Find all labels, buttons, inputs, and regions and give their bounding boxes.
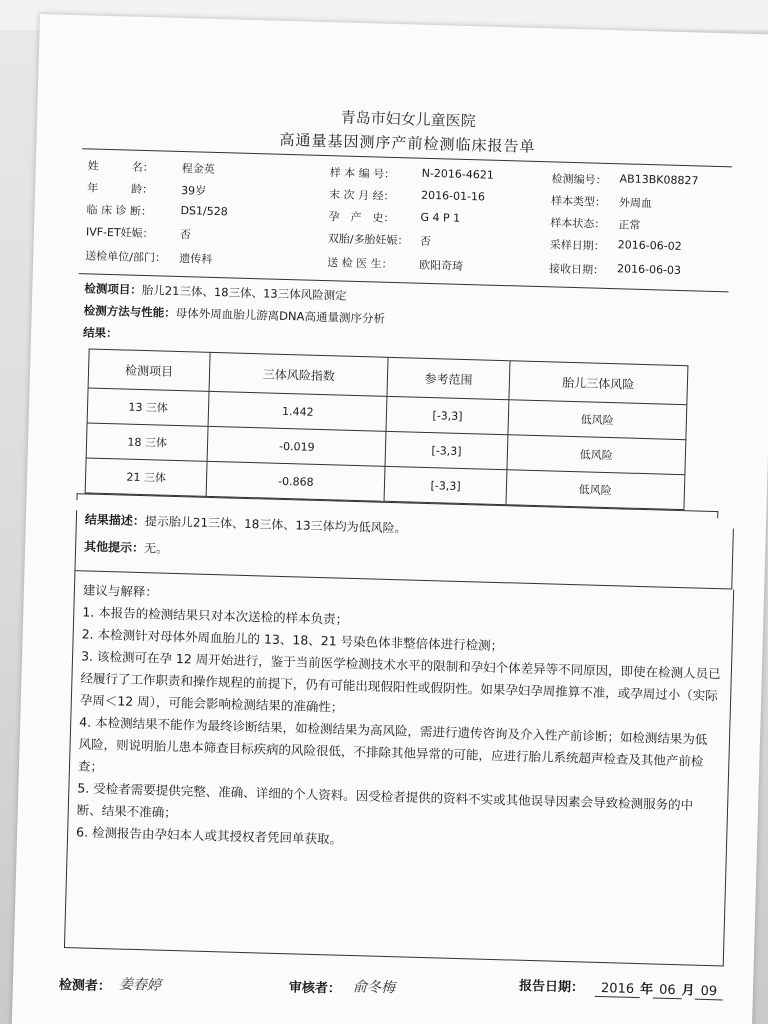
row-risk: 低风险 [506, 470, 685, 510]
row-item: 21 三体 [85, 458, 207, 496]
advice-item: 3. 该检测可在孕 12 周开始进行，鉴于当前医学检测技术水平的限制和孕妇个体差异等不同原因，即使在检测人员已经履行了工作职责和操作规程的前提下，仍有可能出现假阳性或假阴性。如果孕妇孕周推算不准，或孕周过小（实际孕周＜12 周），可能会影响检测结果的准确性； [79, 648, 721, 715]
result-description: 结果描述：提示胎儿21三体、18三体、13三体均为低风险。 [84, 512, 407, 536]
tester-label: 检测者： [58, 977, 112, 995]
sample-type-label: 样本类型： [550, 194, 607, 209]
lmp-label: 末 次 月 经： [328, 188, 395, 203]
gp-label: 孕 产 史： [328, 210, 395, 225]
unit-value: 遗传科 [179, 251, 213, 266]
advice-item: 5. 受检者需要提供完整、准确、详细的个人资料。因受检者提供的资料不实或其他误导因素会导致检测服务的中断、结果不准确； [76, 780, 694, 821]
column-header: 检测项目 [88, 349, 210, 391]
report-year: 2016 [595, 981, 641, 998]
collect-date-value: 2016-06-02 [617, 238, 682, 254]
report-day: 09 [694, 984, 723, 1001]
gp-value: G 4 P 1 [420, 210, 461, 225]
receive-date-label: 接收日期： [548, 262, 605, 277]
twins-value: 否 [419, 234, 431, 248]
results-heading: 结果： [82, 325, 118, 341]
report-date-label: 报告日期： [518, 978, 585, 996]
sample-no-label: 样 本 编 号： [329, 166, 396, 181]
advice-heading: 建议与解释： [82, 582, 159, 600]
row-item: 18 三体 [86, 423, 208, 461]
age-value: 39岁 [180, 184, 207, 198]
advice-item: 2. 本检测针对母体外周血胎儿的 13、18、21 号染色体非整倍体进行检测； [81, 626, 504, 654]
report-month: 06 [653, 983, 682, 1000]
sample-state-value: 正常 [618, 218, 641, 232]
column-header: 胎儿三体风险 [509, 361, 688, 405]
sample-type-value: 外周血 [618, 196, 653, 211]
receive-date-value: 2016-06-03 [616, 262, 682, 277]
patient-info [79, 155, 732, 291]
sample-no-value: N-2016-4621 [421, 166, 495, 182]
test-item-label: 检测项目： [84, 281, 143, 297]
name-label: 姓 名： [87, 159, 154, 175]
report-title: 高通量基因测序产前检测临床报告单 [279, 130, 536, 156]
test-no-label: 检测编号： [551, 172, 607, 187]
column-header: 三体风险指数 [209, 352, 388, 396]
row-item: 13 三体 [87, 388, 209, 426]
sample-state-label: 样本状态： [550, 216, 606, 231]
other-notes: 其他提示：无。 [83, 539, 169, 556]
report-date: 2016 年 06 月 09 [595, 977, 724, 1000]
advice-item: 4. 本检测结果不能作为最终诊断结果，如检测结果为高风险，需进行遗传咨询及介入性产前诊断；如检测结果为低风险，则说明胎儿患本筛查目标疾病的风险很低，不排除其他异常的可能，应进行胎儿系统超声检查及其他产前检查； [77, 714, 708, 775]
diagnosis-value: DS1/528 [180, 204, 228, 219]
column-header: 参考范围 [387, 357, 509, 399]
lmp-value: 2016-01-16 [420, 188, 486, 204]
tester-signature: 姜春婷 [118, 976, 162, 994]
advice-item: 6. 检测报告由孕妇本人或其授权者凭回单获取。 [75, 824, 343, 847]
reviewer-signature: 俞冬梅 [352, 979, 396, 997]
advice-box [64, 571, 734, 966]
test-method-label: 检测方法与性能： [83, 303, 176, 320]
row-index: 1.442 [208, 391, 387, 431]
age-label: 年 龄： [86, 181, 154, 197]
test-no-value: AB13BK08827 [619, 172, 699, 188]
twins-label: 双胎/多胎妊娠： [327, 232, 409, 248]
name-value: 程金英 [181, 162, 215, 176]
collect-date-label: 采样日期： [549, 238, 605, 253]
advice-item: 1. 本报告的检测结果只对本次送检的样本负责； [82, 604, 349, 627]
row-risk: 低风险 [508, 400, 687, 440]
doctor-value: 欧阳奇琦 [418, 258, 464, 273]
reviewer-label: 审核者： [288, 980, 342, 997]
doctor-label: 送 检 医 生： [326, 256, 393, 271]
test-method-value: 母体外周血胎儿游离DNA高通量测序分析 [175, 305, 386, 326]
unit-label: 送检单位/部门： [85, 249, 167, 265]
hospital-name: 青岛市妇女儿童医院 [340, 108, 476, 131]
row-range: [-3,3] [385, 466, 507, 504]
ivf-label: IVF-ET妊娠： [85, 225, 154, 241]
test-item-value: 胎儿21三体、18三体、13三体风险测定 [141, 282, 347, 303]
row-index: -0.019 [207, 426, 386, 466]
results-table [85, 348, 689, 510]
row-index: -0.868 [206, 461, 385, 501]
report-content [58, 99, 733, 1024]
row-range: [-3,3] [385, 431, 507, 469]
row-range: [-3,3] [386, 396, 508, 434]
row-risk: 低风险 [507, 435, 686, 475]
diagnosis-label: 临 床 诊 断： [86, 203, 153, 219]
ivf-value: 否 [179, 227, 192, 242]
report-sheet [11, 14, 768, 1024]
